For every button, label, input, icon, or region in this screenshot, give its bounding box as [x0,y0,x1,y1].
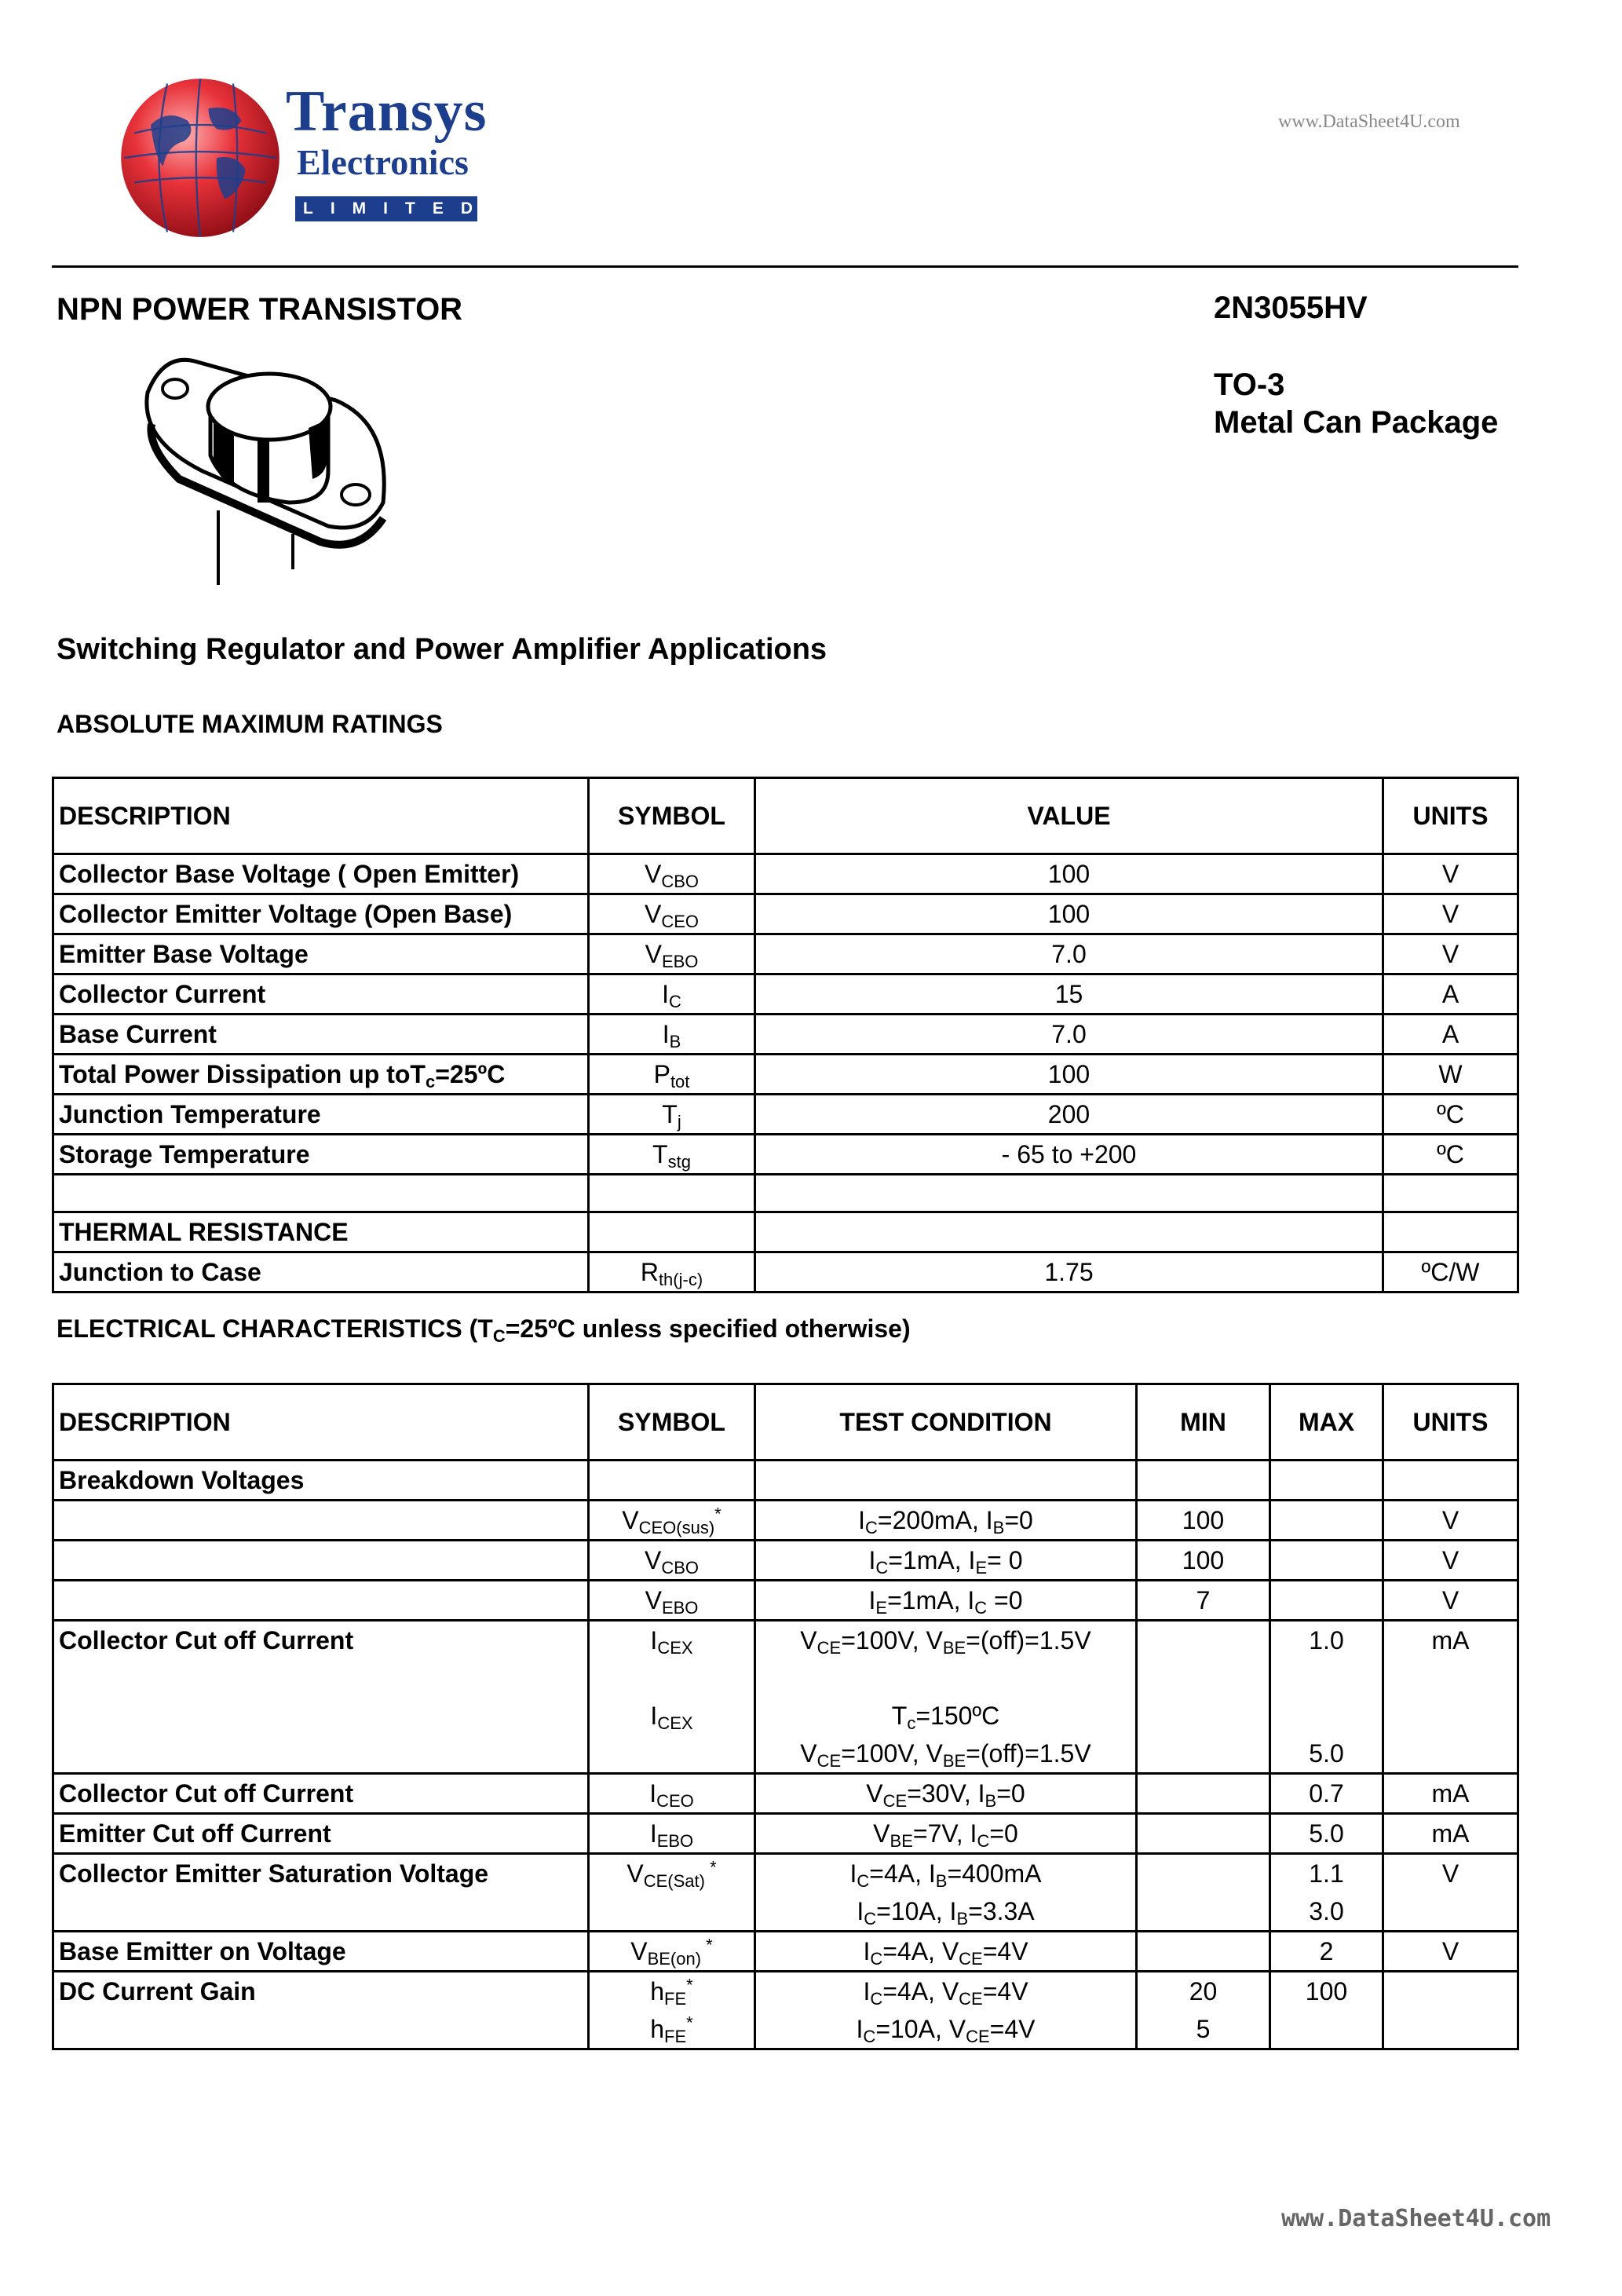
row-value: 7.0 [755,934,1383,974]
row-description: Junction to Case [53,1252,589,1292]
row-units: V [1383,1501,1518,1541]
brand-name: Transys [286,79,488,144]
col-min: MIN [1137,1384,1270,1461]
row-description: Collector Emitter Saturation Voltage [53,1854,589,1932]
header-rule [52,265,1518,268]
row-description: Emitter Base Voltage [53,934,589,974]
table-row [53,1541,1518,1581]
company-logo-globe [118,75,283,240]
row-description: Emitter Cut off Current [53,1814,589,1854]
table-row [53,1814,1518,1854]
row-symbol: $V_{CBO}$ [589,854,755,894]
row-units: A [1383,1015,1518,1055]
row-max: 0.7 [1270,1774,1383,1814]
row-symbol: $V_{EBO}$ [589,1581,755,1621]
to3-package-illustration [132,345,399,597]
row-description: DC Current Gain [53,1972,589,2049]
table-row [53,1015,1518,1055]
row-description: Collector Emitter Voltage (Open Base) [53,894,589,934]
row-max: 1.0 5.0 [1270,1621,1383,1774]
col-description: DESCRIPTION [53,778,589,854]
row-description: Collector Cut off Current [53,1774,589,1814]
row-description: Storage Temperature [53,1135,589,1175]
row-value: 200 [755,1095,1383,1135]
brand-limited-bar: LIMITED [295,196,477,221]
row-symbol: $I_{EBO}$ [589,1814,755,1854]
col-test-condition: TEST CONDITION [755,1384,1137,1461]
row-units: V [1383,1581,1518,1621]
table-row [53,1621,1518,1774]
row-description: Collector Current [53,974,589,1015]
table-row [53,1461,1518,1501]
col-units: UNITS [1383,778,1518,854]
row-value: 7.0 [755,1015,1383,1055]
row-description: Junction Temperature [53,1095,589,1135]
row-units: W [1383,1055,1518,1095]
part-number: 2N3055HV [1214,291,1368,325]
row-units: V [1383,1932,1518,1972]
row-value: 15 [755,974,1383,1015]
table-row [53,1581,1518,1621]
package-description: Metal Can Package [1214,405,1499,440]
col-units: UNITS [1383,1384,1518,1461]
col-description: DESCRIPTION [53,1384,589,1461]
row-test-condition: $I_C=200mA$, $I_B=0$ [755,1501,1137,1541]
row-test-condition: $I_C=1mA$, $I_E= 0$ [755,1541,1137,1581]
table-row [53,1774,1518,1814]
row-test-condition: $I_C=4A$, $V_{CE}=4V$ [755,1932,1137,1972]
row-symbol: $I_C$ [589,974,755,1015]
col-symbol: SYMBOL [589,1384,755,1461]
table-row [53,1854,1518,1932]
row-value: 100 [755,1055,1383,1095]
row-symbol: $V_{CBO}$ [589,1541,755,1581]
row-description: Breakdown Voltages [53,1461,589,1501]
row-units: V [1383,854,1518,894]
row-value: 100 [755,854,1383,894]
table-row [53,1932,1518,1972]
row-symbol: $V_{CE(Sat)}$ * [589,1854,755,1932]
table-row [53,1055,1518,1095]
abs-max-heading: ABSOLUTE MAXIMUM RATINGS [57,710,443,738]
row-max: 5.0 [1270,1814,1383,1854]
electrical-heading: ELECTRICAL CHARACTERISTICS ($T_C=25ºC$ unless specified otherwise) [57,1314,911,1346]
col-value: VALUE [755,778,1383,854]
row-symbol: $V_{BE(on)}$ * [589,1932,755,1972]
row-description: Collector Base Voltage ( Open Emitter) [53,854,589,894]
row-description: Base Current [53,1015,589,1055]
row-min: 7 [1137,1581,1270,1621]
row-description: Total Power Dissipation up toT$_c$=25ºC [53,1055,589,1095]
electrical-header-row [53,1384,1518,1461]
row-units: ºC/W [1383,1252,1518,1292]
row-max: 1.1 3.0 [1270,1854,1383,1932]
row-symbol: $T_j$ [589,1095,755,1135]
watermark-footer[interactable]: www.DataSheet4U.com [1281,2205,1551,2232]
row-units: V [1383,934,1518,974]
row-test-condition: $V_{CE}=30V$, $I_B=0$ [755,1774,1137,1814]
application-text: Switching Regulator and Power Amplifier Applications [57,633,827,666]
row-description: Base Emitter on Voltage [53,1932,589,1972]
electrical-table [52,1383,1519,2050]
row-units: mA [1383,1621,1518,1774]
row-units: ºC [1383,1135,1518,1175]
table-row [53,1972,1518,2049]
row-symbol: $T_{stg}$ [589,1135,755,1175]
thermal-heading-row [53,1212,1518,1252]
table-row [53,1095,1518,1135]
row-symbol: $I_B$ [589,1015,755,1055]
row-value: - 65 to +200 [755,1135,1383,1175]
row-min: 20 5 [1137,1972,1270,2049]
row-symbol: $V_{CEO(sus)}^*$ [589,1501,755,1541]
abs-max-table [52,777,1519,1293]
row-symbol: $V_{EBO}$ [589,934,755,974]
table-row [53,894,1518,934]
row-value: 100 [755,894,1383,934]
row-symbol: $V_{CEO}$ [589,894,755,934]
row-symbol: $I_{CEO}$ [589,1774,755,1814]
col-symbol: SYMBOL [589,778,755,854]
package-name: TO-3 [1214,367,1285,402]
row-test-condition: $V_{BE}=7V$, $I_C=0$ [755,1814,1137,1854]
col-max: MAX [1270,1384,1383,1461]
table-row-empty [53,1175,1518,1212]
row-symbol: $R_{th(j-c)}$ [589,1252,755,1292]
row-test-condition: $I_C=4A$, $V_{CE}=4V$ $I_C=10A$, $V_{CE}=4V$ [755,1972,1137,2049]
row-symbol: $h_{FE}^*$ $h_{FE}^*$ [589,1972,755,2049]
thermal-heading: THERMAL RESISTANCE [53,1212,589,1252]
row-symbol: $I_{CEX}$ $I_{CEX}$ [589,1621,755,1774]
row-min: 100 [1137,1501,1270,1541]
row-units: A [1383,974,1518,1015]
brand-subtitle: Electronics [297,142,469,182]
row-units: V [1383,894,1518,934]
row-units: V [1383,1854,1518,1932]
watermark-top[interactable]: www.DataSheet4U.com [1278,112,1460,132]
row-symbol: $P_{tot}$ [589,1055,755,1095]
row-test-condition: $I_C=4A$, $I_B=400mA$ $I_C=10A$, $I_B=3.3A$ [755,1854,1137,1932]
row-description: Collector Cut off Current [53,1621,589,1774]
row-units: V [1383,1541,1518,1581]
table-row [53,854,1518,894]
row-units: mA [1383,1774,1518,1814]
row-value: 1.75 [755,1252,1383,1292]
table-row [53,974,1518,1015]
abs-max-header-row [53,778,1518,854]
row-test-condition: $I_E=1mA$, $I_C =0$ [755,1581,1137,1621]
row-max: 100 [1270,1972,1383,2049]
product-type: NPN POWER TRANSISTOR [57,292,463,327]
table-row [53,1135,1518,1175]
row-units: ºC [1383,1095,1518,1135]
table-row [53,1501,1518,1541]
row-min: 100 [1137,1541,1270,1581]
table-row [53,934,1518,974]
row-max: 2 [1270,1932,1383,1972]
row-test-condition: $V_{CE}=100V$, $V_{BE}=(off)=1.5V$ $T_c=150ºC$ $V_{CE}=100V$, $V_{BE}=(off)=1.5V$ [755,1621,1137,1774]
row-units: mA [1383,1814,1518,1854]
table-row [53,1252,1518,1292]
